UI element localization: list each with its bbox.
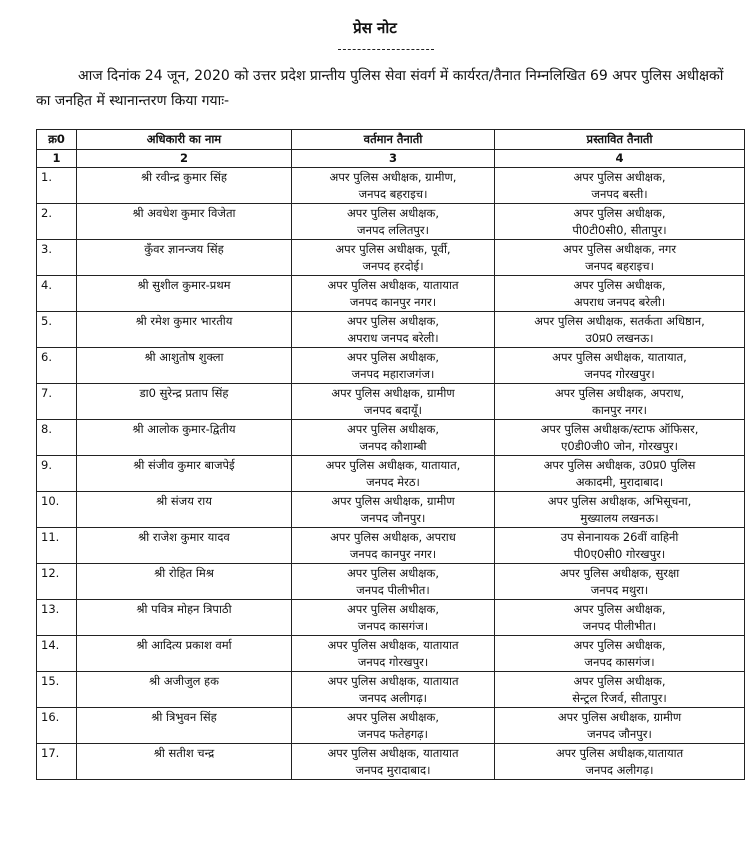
- proposed-posting-line: अपर पुलिस अधीक्षक,: [573, 170, 666, 184]
- current-posting-line: जनपद मुरादाबाद।: [355, 763, 431, 777]
- current-posting-line: जनपद जौनपुर।: [360, 511, 426, 525]
- column-number: 4: [495, 150, 745, 168]
- officer-name: श्री त्रिभुवन सिंह: [77, 708, 292, 744]
- proposed-posting-line: अपर पुलिस अधीक्षक,: [573, 602, 666, 616]
- officer-name: श्री आलोक कुमार-द्वितीय: [77, 420, 292, 456]
- proposed-posting-line: जनपद कासगंज।: [584, 655, 655, 669]
- table-row: [37, 492, 745, 528]
- proposed-posting-line: अपर पुलिस अधीक्षक,: [573, 278, 666, 292]
- serial-number: 9.: [37, 456, 77, 492]
- proposed-posting-line: ए0डी0जी0 जोन, गोरखपुर।: [561, 439, 678, 453]
- officer-name: श्री अवधेश कुमार विजेता: [77, 204, 292, 240]
- current-posting-line: अपर पुलिस अधीक्षक,: [347, 350, 439, 364]
- table-row: [37, 636, 745, 672]
- proposed-posting-line: उप सेनानायक 26वीं वाहिनी: [560, 530, 679, 544]
- current-posting-line: अपर पुलिस अधीक्षक, ग्रामीण: [331, 494, 455, 508]
- officer-name: श्री पवित्र मोहन त्रिपाठी: [77, 600, 292, 636]
- proposed-posting-line: अपर पुलिस अधीक्षक, उ0प्र0 पुलिस: [543, 458, 696, 472]
- proposed-posting-cell: [495, 276, 745, 312]
- current-posting-line: अपर पुलिस अधीक्षक, ग्रामीण,: [329, 170, 457, 184]
- current-posting-line: अपर पुलिस अधीक्षक, यातायात: [327, 638, 459, 652]
- current-posting-line: अपर पुलिस अधीक्षक, यातायात,: [325, 458, 461, 472]
- proposed-posting-line: अकादमी, मुरादाबाद।: [575, 475, 664, 489]
- current-posting-line: जनपद फतेहगढ़।: [357, 727, 429, 741]
- proposed-posting-line: सेन्ट्रल रिजर्व, सीतापुर।: [572, 691, 667, 705]
- serial-number: 2.: [37, 204, 77, 240]
- current-posting-line: जनपद बहराइच।: [358, 187, 428, 201]
- proposed-posting-cell: [495, 384, 745, 420]
- current-posting-cell: [292, 168, 495, 204]
- proposed-posting-line: अपर पुलिस अधीक्षक,: [573, 638, 666, 652]
- proposed-posting-line: जनपद पीलीभीत।: [582, 619, 657, 633]
- table-row: [37, 168, 745, 204]
- serial-number: 1.: [37, 168, 77, 204]
- officer-name: श्री संजीव कुमार बाजपेई: [77, 456, 292, 492]
- current-posting-line: जनपद अलीगढ़।: [358, 691, 428, 705]
- proposed-posting-line: मुख्यालय लखनऊ।: [580, 511, 659, 525]
- serial-number: 11.: [37, 528, 77, 564]
- current-posting-cell: [292, 420, 495, 456]
- current-posting-line: अपर पुलिस अधीक्षक, यातायात: [327, 674, 459, 688]
- current-posting-cell: [292, 276, 495, 312]
- table-row: [37, 744, 745, 780]
- current-posting-line: अपर पुलिस अधीक्षक, अपराध: [330, 530, 456, 544]
- current-posting-line: अपर पुलिस अधीक्षक, ग्रामीण: [331, 386, 455, 400]
- table-row: [37, 312, 745, 348]
- proposed-posting-line: अपर पुलिस अधीक्षक, सुरक्षा: [559, 566, 680, 580]
- serial-number: 3.: [37, 240, 77, 276]
- serial-number: 5.: [37, 312, 77, 348]
- current-posting-line: अपर पुलिस अधीक्षक,: [347, 710, 439, 724]
- serial-number: 4.: [37, 276, 77, 312]
- current-posting-line: अपर पुलिस अधीक्षक, यातायात: [327, 746, 459, 760]
- proposed-posting-line: जनपद गोरखपुर।: [584, 367, 655, 381]
- officer-name: श्री रोहित मिश्र: [77, 564, 292, 600]
- serial-number: 6.: [37, 348, 77, 384]
- officer-name: श्री रवीन्द्र कुमार सिंह: [77, 168, 292, 204]
- current-posting-line: अपर पुलिस अधीक्षक,: [347, 422, 439, 436]
- proposed-posting-cell: [495, 564, 745, 600]
- current-posting-line: जनपद बदायूँ।: [364, 403, 422, 417]
- officer-name: श्री आशुतोष शुक्ला: [77, 348, 292, 384]
- current-posting-line: अपर पुलिस अधीक्षक,: [347, 314, 439, 328]
- proposed-posting-line: अपर पुलिस अधीक्षक,: [573, 674, 666, 688]
- proposed-posting-cell: [495, 600, 745, 636]
- current-posting-cell: [292, 672, 495, 708]
- serial-number: 8.: [37, 420, 77, 456]
- proposed-posting-line: जनपद बहराइच।: [585, 259, 654, 273]
- table-body: [37, 168, 745, 780]
- current-posting-line: अपर पुलिस अधीक्षक,: [347, 206, 439, 220]
- current-posting-line: अपर पुलिस अधीक्षक,: [347, 566, 439, 580]
- proposed-posting-line: पी0ए0सी0 गोरखपुर।: [573, 547, 666, 561]
- column-number: 2: [77, 150, 292, 168]
- current-posting-cell: [292, 600, 495, 636]
- transfer-table: [36, 129, 745, 780]
- proposed-posting-line: अपर पुलिस अधीक्षक, सतर्कता अधिष्ठान,: [534, 314, 705, 328]
- proposed-posting-cell: [495, 312, 745, 348]
- current-posting-cell: [292, 528, 495, 564]
- proposed-posting-cell: [495, 528, 745, 564]
- officer-name: कुँवर ज्ञानन्जय सिंह: [77, 240, 292, 276]
- table-row: [37, 708, 745, 744]
- current-posting-cell: [292, 456, 495, 492]
- table-row: [37, 276, 745, 312]
- proposed-posting-line: अपर पुलिस अधीक्षक/स्टाफ ऑफिसर,: [540, 422, 699, 436]
- serial-number: 7.: [37, 384, 77, 420]
- proposed-posting-line: उ0प्र0 लखनऊ।: [585, 331, 654, 345]
- current-posting-cell: [292, 348, 495, 384]
- current-posting-line: अपर पुलिस अधीक्षक,: [347, 602, 439, 616]
- current-posting-line: जनपद मेरठ।: [366, 475, 420, 489]
- current-posting-cell: [292, 492, 495, 528]
- table-row: [37, 348, 745, 384]
- serial-number: 16.: [37, 708, 77, 744]
- proposed-posting-cell: [495, 672, 745, 708]
- table-row: [37, 528, 745, 564]
- table-row: [37, 672, 745, 708]
- column-number: 1: [37, 150, 77, 168]
- proposed-posting-cell: [495, 636, 745, 672]
- current-posting-cell: [292, 744, 495, 780]
- column-number-row: [37, 150, 745, 168]
- proposed-posting-line: अपर पुलिस अधीक्षक, नगर: [562, 242, 677, 256]
- proposed-posting-cell: [495, 204, 745, 240]
- header-name: अधिकारी का नाम: [77, 130, 292, 150]
- proposed-posting-cell: [495, 348, 745, 384]
- current-posting-cell: [292, 636, 495, 672]
- current-posting-line: जनपद कानपुर नगर।: [349, 547, 437, 561]
- proposed-posting-line: जनपद अलीगढ़।: [585, 763, 654, 777]
- proposed-posting-line: अपर पुलिस अधीक्षक, यातायात,: [552, 350, 687, 364]
- serial-number: 17.: [37, 744, 77, 780]
- officer-name: श्री राजेश कुमार यादव: [77, 528, 292, 564]
- current-posting-cell: [292, 708, 495, 744]
- current-posting-line: जनपद पीलीभीत।: [356, 583, 430, 597]
- header-proposed-posting: प्रस्तावित तैनाती: [495, 130, 745, 150]
- officer-name: श्री आदित्य प्रकाश वर्मा: [77, 636, 292, 672]
- proposed-posting-line: जनपद जौनपुर।: [587, 727, 652, 741]
- current-posting-line: जनपद ललितपुर।: [357, 223, 429, 237]
- current-posting-line: अपर पुलिस अधीक्षक, पूर्वी,: [335, 242, 451, 256]
- officer-name: श्री अजीजुल हक: [77, 672, 292, 708]
- proposed-posting-cell: [495, 420, 745, 456]
- officer-name: श्री सुशील कुमार-प्रथम: [77, 276, 292, 312]
- proposed-posting-cell: [495, 168, 745, 204]
- current-posting-line: जनपद महाराजगंज।: [351, 367, 435, 381]
- current-posting-line: अपराध जनपद बरेली।: [347, 331, 439, 345]
- table-row: [37, 384, 745, 420]
- officer-name: डा0 सुरेन्द्र प्रताप सिंह: [77, 384, 292, 420]
- officer-name: श्री संजय राय: [77, 492, 292, 528]
- proposed-posting-line: कानपुर नगर।: [591, 403, 647, 417]
- current-posting-cell: [292, 204, 495, 240]
- table-row: [37, 600, 745, 636]
- proposed-posting-cell: [495, 744, 745, 780]
- table-row: [37, 204, 745, 240]
- header-sn: क्र0: [37, 130, 77, 150]
- current-posting-line: जनपद कौशाम्बी: [359, 439, 427, 453]
- proposed-posting-line: अपराध जनपद बरेली।: [573, 295, 666, 309]
- proposed-posting-line: जनपद मथुरा।: [590, 583, 649, 597]
- serial-number: 12.: [37, 564, 77, 600]
- proposed-posting-cell: [495, 492, 745, 528]
- column-number: 3: [292, 150, 495, 168]
- current-posting-line: अपर पुलिस अधीक्षक, यातायात: [327, 278, 459, 292]
- current-posting-cell: [292, 384, 495, 420]
- header-row: [37, 130, 745, 150]
- current-posting-cell: [292, 564, 495, 600]
- proposed-posting-line: अपर पुलिस अधीक्षक, ग्रामीण: [557, 710, 682, 724]
- proposed-posting-cell: [495, 708, 745, 744]
- header-current-posting: वर्तमान तैनाती: [292, 130, 495, 150]
- proposed-posting-line: अपर पुलिस अधीक्षक,: [573, 206, 666, 220]
- table-row: [37, 564, 745, 600]
- serial-number: 14.: [37, 636, 77, 672]
- table-row: [37, 456, 745, 492]
- title-underline: [338, 49, 434, 50]
- proposed-posting-line: जनपद बस्ती।: [591, 187, 648, 201]
- current-posting-line: जनपद हरदोई।: [362, 259, 424, 273]
- current-posting-line: जनपद कानपुर नगर।: [349, 295, 437, 309]
- proposed-posting-cell: [495, 240, 745, 276]
- table-row: [37, 420, 745, 456]
- proposed-posting-cell: [495, 456, 745, 492]
- officer-name: श्री सतीश चन्द्र: [77, 744, 292, 780]
- serial-number: 10.: [37, 492, 77, 528]
- page-title: प्रेस नोट: [353, 19, 397, 37]
- proposed-posting-line: पी0टी0सी0, सीतापुर।: [572, 223, 667, 237]
- officer-name: श्री रमेश कुमार भारतीय: [77, 312, 292, 348]
- proposed-posting-line: अपर पुलिस अधीक्षक, अभिसूचना,: [547, 494, 692, 508]
- current-posting-cell: [292, 240, 495, 276]
- proposed-posting-line: अपर पुलिस अधीक्षक,यातायात: [555, 746, 684, 760]
- proposed-posting-line: अपर पुलिस अधीक्षक, अपराध,: [554, 386, 685, 400]
- serial-number: 15.: [37, 672, 77, 708]
- serial-number: 13.: [37, 600, 77, 636]
- current-posting-line: जनपद कासगंज।: [357, 619, 429, 633]
- intro-paragraph: आज दिनांक 24 जून, 2020 को उत्तर प्रदेश प्रान्तीय पुलिस सेवा संवर्ग में कार्यरत/तैनात निम्नलिखित 69 अपर पुलिस अधीक्षकों का जनहित में स्थानान्तरण किया गयाः-: [36, 68, 724, 109]
- current-posting-cell: [292, 312, 495, 348]
- current-posting-line: जनपद गोरखपुर।: [357, 655, 429, 669]
- table-row: [37, 240, 745, 276]
